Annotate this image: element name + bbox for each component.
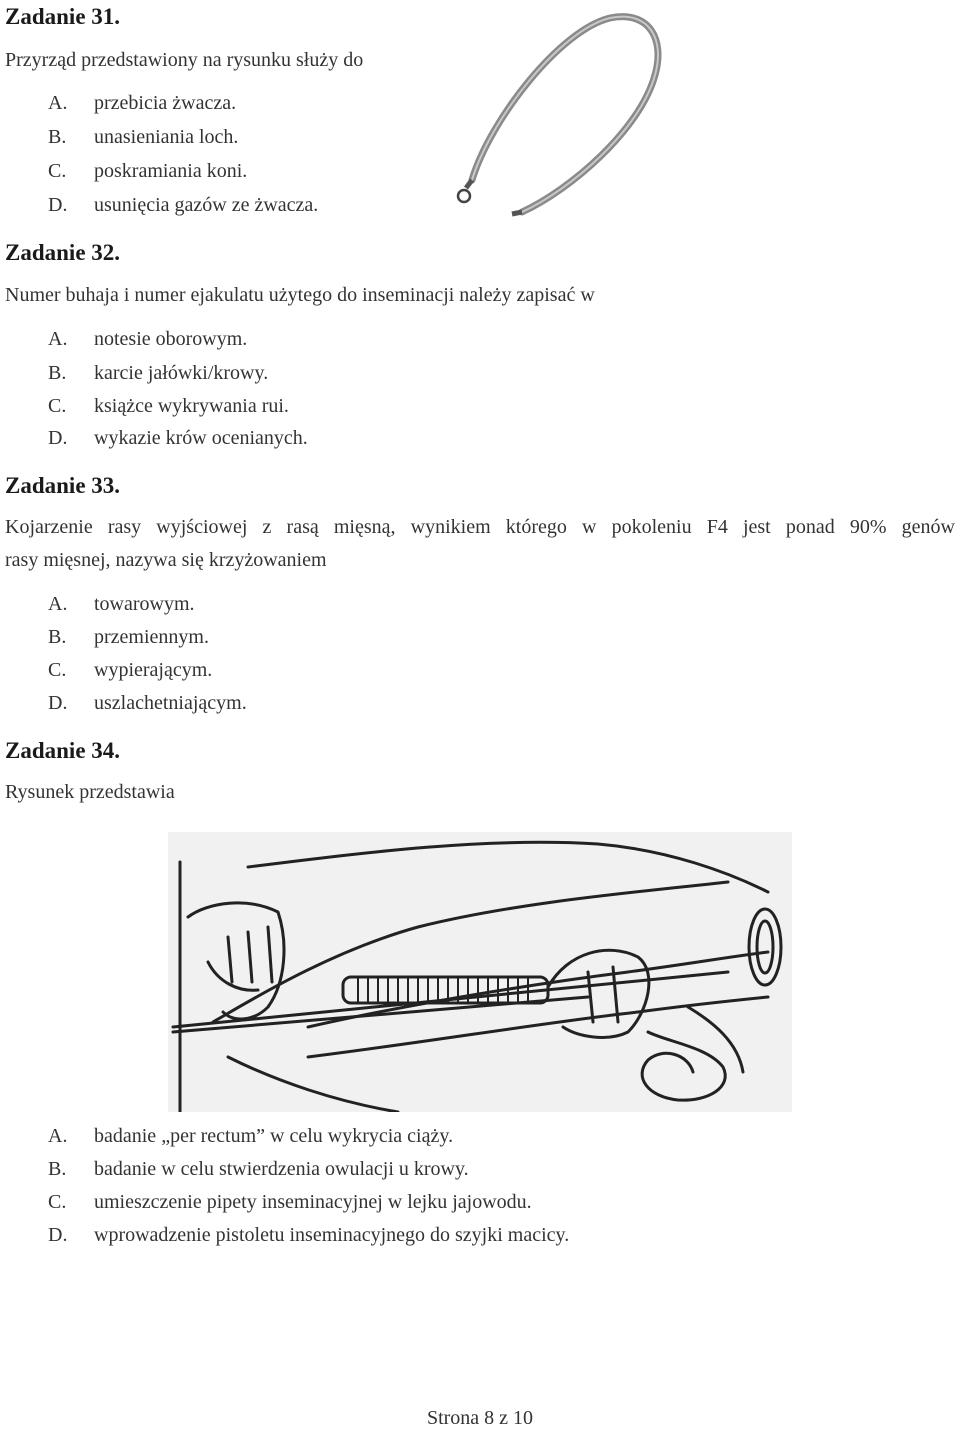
option-text: usunięcia gazów ze żwacza. [94,194,319,216]
q33-option-d [48,692,247,715]
q32-option-d [48,427,308,450]
option-letter: A. [48,92,68,114]
option-letter: C. [48,160,67,182]
q32-heading: Zadanie 32. [5,240,121,265]
q32-option-b [48,362,268,385]
q34-option-d [48,1224,569,1247]
option-letter: B. [48,626,67,648]
option-letter: C. [48,659,67,681]
q32-option-c [48,395,289,418]
option-letter: D. [48,427,68,449]
page-number: Strona 8 z 10 [426,1407,534,1429]
option-text: towarowym. [94,593,195,615]
q33-heading: Zadanie 33. [5,473,121,498]
option-letter: B. [48,126,67,148]
option-text: unasieniania loch. [94,126,239,148]
option-letter: B. [48,362,67,384]
option-letter: A. [48,593,68,615]
option-text: wprowadzenie pistoletu inseminacyjnego do szyjki macicy. [94,1224,570,1246]
option-text: karcie jałówki/krowy. [94,362,269,384]
q33-option-c [48,659,212,682]
q32-option-a [48,328,247,351]
option-letter: D. [48,1224,68,1246]
q33-question-line2: rasy mięsnej, nazywa się krzyżowaniem [5,549,327,571]
option-letter: A. [48,1125,68,1147]
q34-question: Rysunek przedstawia [5,781,175,803]
option-text: przemiennym. [94,626,209,648]
option-letter: C. [48,1191,67,1213]
option-letter: B. [48,1158,67,1180]
q31-heading: Zadanie 31. [5,4,121,29]
option-text: wypierającym. [94,659,213,681]
q33-option-a [48,593,195,616]
option-text: umieszczenie pipety inseminacyjnej w lejku jajowodu. [94,1191,532,1213]
q34-heading: Zadanie 34. [5,738,121,763]
q32-question: Numer buhaja i numer ejakulatu użytego do inseminacji należy zapisać w [5,284,595,306]
q31-option-b [48,126,238,149]
option-text: badanie w celu stwierdzenia owulacji u krowy. [94,1158,469,1180]
q33-option-b [48,626,209,649]
option-text: wykazie krów ocenianych. [94,427,308,449]
option-text: poskramiania koni. [94,160,248,182]
instrument-figure [450,0,680,225]
q34-option-a [48,1125,453,1148]
q31-option-d [48,194,318,217]
option-letter: D. [48,692,68,714]
q31-question: Przyrząd przedstawiony na rysunku służy do [5,49,364,71]
q31-option-c [48,160,247,183]
option-letter: D. [48,194,68,216]
option-text: przebicia żwacza. [94,92,237,114]
q33-question-line1: Kojarzenie rasy wyjściowej z rasą mięsną, wynikiem którego w pokoleniu F4 jest ponad 90% genów [5,516,955,538]
q34-option-c [48,1191,532,1214]
option-text: notesie oborowym. [94,328,248,350]
q31-option-a [48,92,236,115]
option-text: książce wykrywania rui. [94,395,289,417]
option-letter: A. [48,328,68,350]
option-text: uszlachetniającym. [94,692,247,714]
insemination-figure [168,832,792,1112]
option-letter: C. [48,395,67,417]
option-text: badanie „per rectum” w celu wykrycia ciąży. [94,1125,454,1147]
q34-option-b [48,1158,469,1181]
